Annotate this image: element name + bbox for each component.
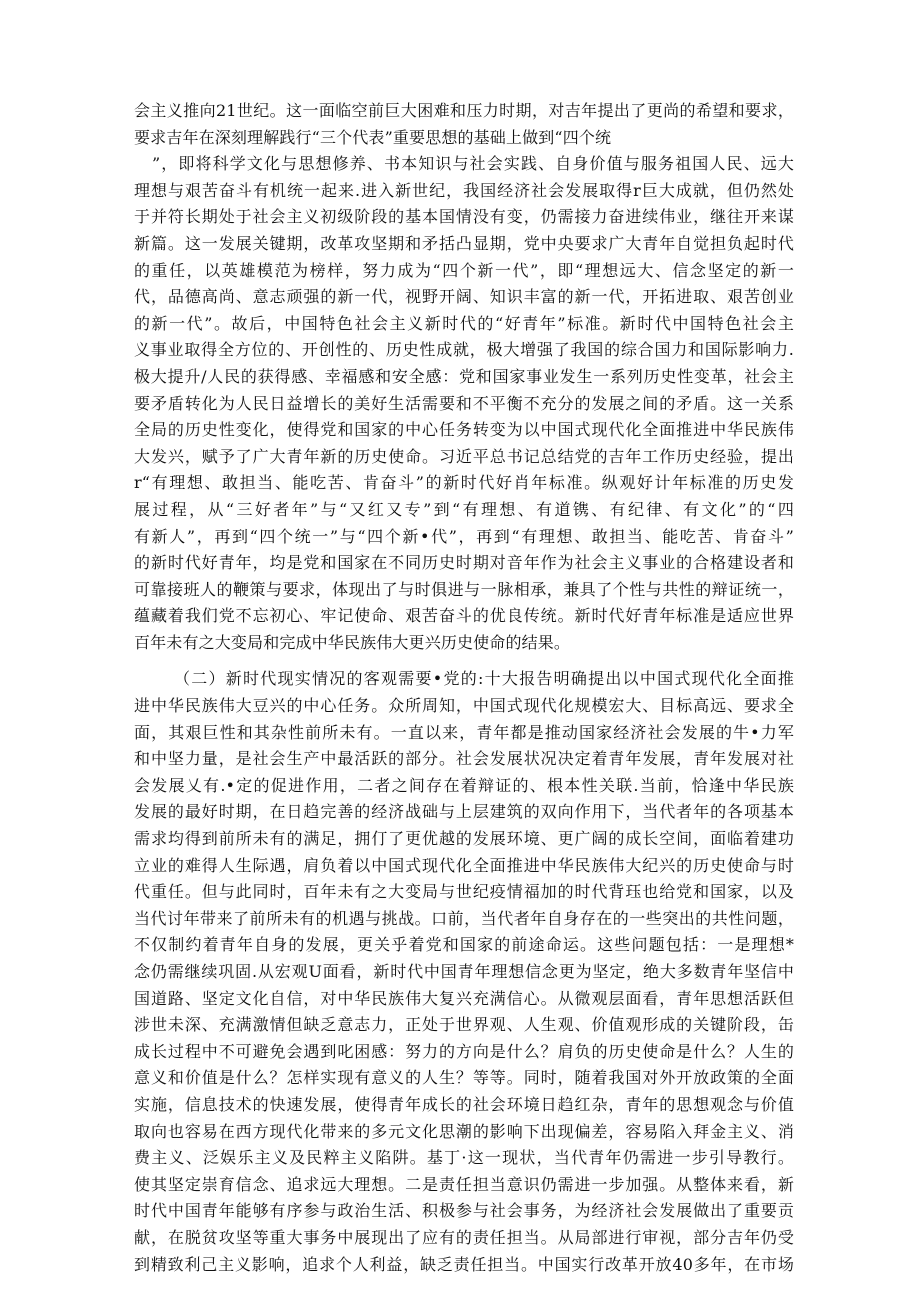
text-line: 立业的难得人生际遇，肩负着以中国式现代化全面推进中华民族伟大纪兴的历史使命与时	[134, 855, 794, 875]
text-line: 献，在脱贫攻坚等重大事务中展现出了应有的责任担当。从局部进行审视，部分吉年仍受	[134, 1227, 794, 1247]
text-line: 成长过程中不可避免会遇到叱困感：努力的方向是什么？肩负的历史使命是什么？人生的	[134, 1041, 794, 1061]
text-line: 展过程，从“三好者年”与“又红又专”到“有理想、有道镌、有纪律、有文化”的“四	[134, 499, 794, 519]
text-line: 国道路、坚定文化自信，对中华民族伟大复兴充满信心。从微观层面看，青年思想活跃但	[134, 988, 794, 1008]
text-line: 代，品德高尚、意志顽强的新一代，视野开阔、知识丰富的新一代，开拓进取、艰苦创业	[134, 287, 794, 307]
text-line: 实施，信息技术的快速发展，使得青年成长的社会环境日趋红杂，青年的思想观念与价值	[134, 1094, 794, 1114]
text-line: 于并符长期处于社会主义初级阶段的基本国情没有变，仍需接力奋进续伟业，继往开来谋	[134, 207, 794, 227]
text-line: 念仍需继续巩固.从宏观U面看，新时代中国青年理想信念更为坚定，绝大多数青年坚信中	[134, 962, 794, 981]
text-line: 全局的历史性变化，使得党和国家的中心任务转变为以中国式现代化全面推进中华民族伟	[134, 420, 794, 440]
text-line: 取向也容易在西方现代化带来的多元文化思潮的影响下出现偏差，容易陷入拜金主义、消	[134, 1121, 794, 1141]
text-line: 大发兴，赋予了广大青年新的历史使命。习近平总书记总结党的吉年工作历史经验，提出	[134, 446, 794, 466]
text-line: 代重任。但与此同时，百年未有之大变局与世纪疫情福加的时代背珏也给党和国家，以及	[134, 882, 794, 902]
text-line: 有新人”，再到“四个统一”与“四个新•代”，再到“有理想、敢担当、能吃苦、肯奋斗”	[134, 526, 794, 546]
text-line: 义事业取得全方位的、开创性的、历史性成就，极大增强了我国的综合国力和国际影响力.	[134, 340, 794, 360]
text-line: 使其坚定崇育信念、追求远大理想。二是责任担当意识仍需进一步加强。从整体来看，新	[134, 1174, 794, 1194]
text-line: 意义和价值是什么？怎样实现有意义的人生？等等。同时，随着我国对外开放政策的全面	[134, 1068, 794, 1088]
text-line: 要矛盾转化为人民日益增长的美好生活需要和不平衡不充分的发展之间的矛盾。这一关系	[134, 393, 794, 413]
text-line: 面，其艰巨性和其杂性前所未有。一直以来，青年都是推动国家经济社会发展的牛•力军	[134, 722, 794, 742]
text-line: 的新时代好青年，均是党和国家在不同历史时期对音年作为社会主义事业的合格建设者和	[134, 553, 794, 573]
text-line: ”，即将科学文化与思想修养、书本知识与社会实践、自身价值与服务祖国人民、远大	[152, 154, 794, 174]
text-line: 需求均得到前所未有的满足，拥仃了更优越的发展环境、更广阔的成长空间，面临着建功	[134, 829, 794, 849]
text-line: 蕴藏着我们党不忘初心、牢记使命、艰苦奋斗的优良传统。新时代好青年标准是适应世界	[134, 606, 794, 626]
text-line: 会发展乂有.•定的促进作用，二者之间存在着辩证的、根本性关联.当前，恰逢中华民族	[134, 775, 794, 795]
text-line: 和中坚力量，是社会生产中最活跃的部分。社会发展状况决定着青年发展，青年发展对社	[134, 749, 794, 769]
text-line: 进中华民族伟大豆兴的中心任务。众所周知，中国式现代化规模宏大、目标高远、要求全	[134, 696, 794, 716]
text-line: 的新一代”。故后，中国特色社会主义新时代的“好青年”标准。新时代中国特色社会主	[134, 313, 794, 333]
text-line: 的重任，以英雄模范为榜样，努力成为“四个新一代”，即“理想远大、信念坚定的新一	[134, 260, 794, 280]
text-line: 极大提升/人民的获得感、幸福感和安全感：党和国家事业发生一系列历史性变革，社会主	[134, 366, 794, 386]
text-line: 涉世未深、充满激情但缺乏意志力，正处于世界观、人生观、价值观形成的关键阶段，缶	[134, 1015, 794, 1035]
document-body	[134, 98, 794, 1278]
text-line: 费主义、泛娱乐主义及民粹主义陷阱。基丁·这一现状，当代青年仍需进一步引导教行。	[134, 1148, 794, 1168]
text-line: 可靠接班人的鞭策与要求，体现出了与时俱进与一脉相承，兼具了个性与共性的辩证统一，	[134, 579, 794, 599]
text-line: 理想与艰苦奋斗有机统一起来.进入新世纪，我国经济社会发展取得r巨大成就，但仍然处	[134, 180, 794, 200]
text-line: 不仅制约着青年自身的发展，更关乎着党和国家的前途命运。这些问题包括：一是理想*	[134, 935, 794, 955]
text-line: 到精致利己主义影响，追求个人利益，缺乏责任担当。中国实行改革开放40多年，在市场	[134, 1254, 794, 1274]
text-line: （二）新时代现实情况的客观需要•党的:十大报告明确提出以中国式现代化全面推	[174, 669, 794, 689]
text-line: 百年未有之大变局和完成中华民族伟大更兴历史使命的结果。	[134, 632, 571, 652]
text-line: 新篇。这一发展关键期，改革攻坚期和矛括凸显期，党中央要求广大青年自觉担负起时代	[134, 233, 794, 253]
paragraph-spacer	[134, 656, 794, 666]
text-line: 会主义推向21世纪。这一面临空前巨大困难和压力时期，对吉年提出了更尚的希望和要求，	[134, 101, 794, 120]
paragraph-2	[134, 666, 794, 1278]
paragraph-1	[134, 98, 794, 656]
text-line: 要求吉年在深刻理解践行“三个代表”重要思想的基础上做到“四个统	[134, 127, 612, 147]
text-line: 发展的最好时期，在日趋完善的经济战础与上层建筑的双向作用下，当代者年的各项基本	[134, 802, 794, 822]
text-line: 时代中国青年能够有序参与政治生活、积极参与社会事务，为经济社会发展做出了重要贡	[134, 1201, 794, 1221]
text-line: r“有理想、敢担当、能吃苦、肯奋斗”的新时代好肖年标准。纵观好计年标准的历史发	[134, 473, 794, 493]
text-line: 当代讨年带来了前所未有的机遇与挑战。口前，当代者年自身存在的一些突出的共性问题，	[134, 908, 794, 928]
